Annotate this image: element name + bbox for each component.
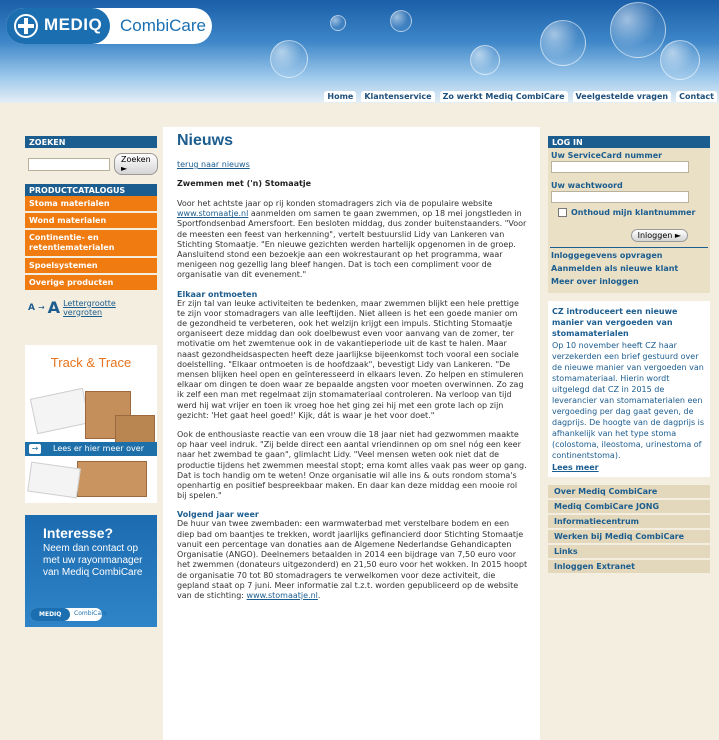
package-image xyxy=(115,415,155,445)
login-button[interactable]: Inloggen ► xyxy=(631,229,688,242)
rightnav-links[interactable]: Links xyxy=(548,545,710,558)
interesse-logo-combicare: CombiCare xyxy=(74,610,108,617)
top-navigation xyxy=(324,91,717,102)
checkbox-icon[interactable] xyxy=(558,208,567,217)
page-title: Nieuws xyxy=(177,132,234,149)
font-size-control[interactable] xyxy=(25,292,157,323)
catalog-item-stoma[interactable]: Stoma materialen xyxy=(25,196,157,213)
interesse-body: Neem dan contact op met uw rayonmanager van Mediq CombiCare xyxy=(43,543,143,578)
header-banner xyxy=(0,0,719,103)
catalog-item-overige[interactable]: Overige producten xyxy=(25,275,157,292)
section-heading: Volgend jaar weer xyxy=(177,510,259,520)
arrow-right-icon: → xyxy=(37,303,45,312)
article-paragraph: Ook de enthousiaste reactie van een vrouw die 18 jaar niet had gezwommen maakte op haar veel indruk. "Zij belde direct een aantal vriendinnen op om snel nóg een keer naar het zwembad te gaan", glimlacht Lidy. "Veel mensen weten ook niet dat de productie tijdens het zwemmen meestal stopt; erna komt alles vaak pas weer op gang. Dat is toch handig om te weten! Onze organisatie wil alle ins & outs rondom stoma's openhartig en positief bespreekbaar maken. En daar kan deze middag een mooie rol bij spelen." xyxy=(177,430,527,501)
news-teaser-title: CZ introduceert een nieuwe manier van vergoeden van stomamaterialen xyxy=(552,307,678,338)
rightnav-informatiecentrum[interactable]: Informatiecentrum xyxy=(548,515,710,528)
bubble-decoration xyxy=(270,40,308,78)
interesse-logo xyxy=(30,608,108,621)
article-paragraph xyxy=(177,519,528,601)
stomaatje-link[interactable]: www.stomaatje.nl xyxy=(246,590,318,600)
register-link[interactable]: Aanmelden als nieuwe klant xyxy=(551,264,679,273)
rightnav-jong[interactable]: Mediq CombiCare JONG xyxy=(548,500,710,513)
text-span: aanmelden om samen te gaan zwemmen, op 18 mei jongstleden in Sportfondsenbad Amersfoort. Een besloten middag, dus zonder buitenstaanders. "Voor de meesten een feest van herkenning", vertelt bestuurslid Lidy van Lankeren van Stichting Stomaatje. "En nieuwe gezichten werden hartelijk opgenomen in de groep. Aansluitend stond een bezoekje aan een wokrestaurant op het programma, waar menigeen nog gezellig lang bleef hangen. Dat is toch een compliment voor de organisatie van dit evenement." xyxy=(177,209,527,280)
remember-checkbox[interactable] xyxy=(548,203,710,219)
search-box xyxy=(25,148,157,180)
envelope-image xyxy=(30,388,90,434)
more-about-login-link[interactable]: Meer over inloggen xyxy=(551,277,639,286)
password-label: Uw wachtwoord xyxy=(551,181,623,190)
catalog-item-spoelsystemen[interactable]: Spoelsystemen xyxy=(25,258,157,275)
logo-mediq: MEDIQ xyxy=(44,15,103,34)
bubble-decoration xyxy=(540,20,586,66)
login-box xyxy=(548,136,710,293)
search-heading: ZOEKEN xyxy=(25,136,157,148)
interesse-logo-mediq: MEDIQ xyxy=(30,608,70,621)
bubble-decoration xyxy=(330,15,346,31)
topnav-klantenservice[interactable]: Klantenservice xyxy=(361,91,434,102)
rightnav-werken[interactable]: Werken bij Mediq CombiCare xyxy=(548,530,710,543)
interesse-banner[interactable] xyxy=(25,515,157,627)
servicecard-input[interactable] xyxy=(551,161,689,173)
back-to-news-link[interactable]: terug naar nieuws xyxy=(177,160,250,169)
article-title: Zwemmen met ('n) Stomaatje xyxy=(177,179,312,188)
divider xyxy=(550,247,708,248)
font-large-icon: A xyxy=(47,298,61,317)
article-paragraph: Er zijn tal van leuke activiteiten te bedenken, maar zwemmen blijkt een hele prettige te zijn voor stomadragers van alle leeftijden. Niet alleen is het een goede manier om de gezondheid te verbeteren, ook het welzijn krijgt een impuls. Stichting Stomaatje organiseert deze middag dan ook doelbewust even voor aanvang van de zomer, ter motivatie om het zwemtenue ook in de vakantieperiode uit de kast te halen. Maar naast gezondheidsaspecten heeft deze jaarlijkse bijeenkomst toch vooral een sociale doelstelling. "Elkaar ontmoeten is de hoofdzaak", bevestigt Lidy van Lankeren. "De mensen blijken heel open en geïnteresseerd in elkaars leven. Zo helpen en stimuleren elkaar om dingen te doen waar ze bepaalde angsten voor moeten overwinnen. Zo zag ik zelf een man met regelmaat zijn stomamateriaal controleren. Na verloop van tijd werd hij wat vrijer en toen ik vroeg hoe het ging zei hij met een grote lach op zijn gezicht: 'Het gaat heel goed!' Kijk, dát is waar je het voor doet." xyxy=(177,298,524,420)
password-input[interactable] xyxy=(551,191,689,203)
section-heading: Elkaar ontmoeten xyxy=(177,289,258,299)
topnav-faq[interactable]: Veelgestelde vragen xyxy=(573,91,672,102)
read-more-link[interactable]: Lees meer xyxy=(552,463,599,472)
arrow-right-icon: → xyxy=(29,444,41,454)
text-span: Voor het achtste jaar op rij konden stomadragers zich via de populaire website xyxy=(177,199,493,208)
font-size-link[interactable]: Lettergrootte vergroten xyxy=(63,298,116,317)
package-image xyxy=(77,461,147,497)
rightnav-over[interactable]: Over Mediq CombiCare xyxy=(548,485,710,498)
logo-combicare: CombiCare xyxy=(120,16,206,35)
track-trace-bar[interactable]: Lees er hier meer over xyxy=(25,442,157,456)
topnav-zo-werkt[interactable]: Zo werkt Mediq CombiCare xyxy=(440,91,568,102)
bubble-decoration xyxy=(610,2,666,58)
login-heading: LOG IN xyxy=(548,136,710,148)
right-column xyxy=(548,136,710,575)
mediq-cross-icon xyxy=(14,14,38,38)
login-button-row xyxy=(548,219,710,246)
topnav-contact[interactable]: Contact xyxy=(676,91,717,102)
rightnav-extranet[interactable]: Inloggen Extranet xyxy=(548,560,710,573)
search-button[interactable]: Zoeken ► xyxy=(114,153,158,175)
request-credentials-link[interactable]: Inloggegevens opvragen xyxy=(551,251,663,260)
remember-label: Onthoud mijn klantnummer xyxy=(571,208,696,217)
bubble-decoration xyxy=(660,40,700,80)
bubble-decoration xyxy=(390,10,412,32)
news-teaser-body: Op 10 november heeft CZ haar verzekerden een brief gestuurd over de nieuwe manier van vergoeden van stomamateriaal. Hierin wordt uitgelegd dat CZ in 2015 de leverancier van stomamaterialen een vergoeding per dag gaat geven, de dagprijs. De hoogte van de dagprijs is afhankelijk van het type stoma (colostoma, ileostoma, urinestoma of continentstoma). xyxy=(552,341,705,460)
logo[interactable] xyxy=(6,8,212,44)
stomaatje-link[interactable]: www.stomaatje.nl xyxy=(177,209,249,219)
catalog-heading: PRODUCTCATALOGUS xyxy=(25,184,157,196)
font-small-icon: A xyxy=(28,302,35,313)
article-paragraph xyxy=(177,199,528,281)
bubble-decoration xyxy=(470,45,500,75)
text-span: . xyxy=(317,590,321,600)
interesse-title: Interesse? xyxy=(43,525,114,541)
news-teaser xyxy=(548,301,710,477)
track-trace-banner[interactable] xyxy=(25,345,157,503)
right-navigation xyxy=(548,485,710,573)
text-span: De huur van twee zwembaden: een warmwaterbad met verstelbare bodem en een diep bad om baantjes te trekken, wordt jaarlijks gefinancierd door Stichting Stomaatje vanuit een percentage van donaties aan de Algemene Nederlandse Gehandicapten Organisatie (ANGO). Deelnemers betaalden in 2014 een bijdrage van 7,50 euro voor het zwemmen (donateurs uitgezonderd) en 21,50 euro voor het wokken. In 2015 hoopt de organisatie 70 tot 80 stomadragers te verwelkomen voor deze activiteit, die gepland staat op 7 juni. Meer informatie zal t.z.t. worden gepubliceerd op de website van de stichting: xyxy=(177,519,528,600)
envelope-image xyxy=(27,462,81,499)
catalog-item-wond[interactable]: Wond materialen xyxy=(25,213,157,230)
catalog-item-continentie[interactable]: Continentie- en retentiemateriaIen xyxy=(25,230,157,258)
track-trace-title: Track & Trace xyxy=(50,355,132,370)
servicecard-label: Uw ServiceCard nummer xyxy=(551,151,663,160)
left-column xyxy=(25,136,157,323)
topnav-home[interactable]: Home xyxy=(324,91,356,102)
search-input[interactable] xyxy=(28,158,110,171)
main-content xyxy=(163,127,540,740)
